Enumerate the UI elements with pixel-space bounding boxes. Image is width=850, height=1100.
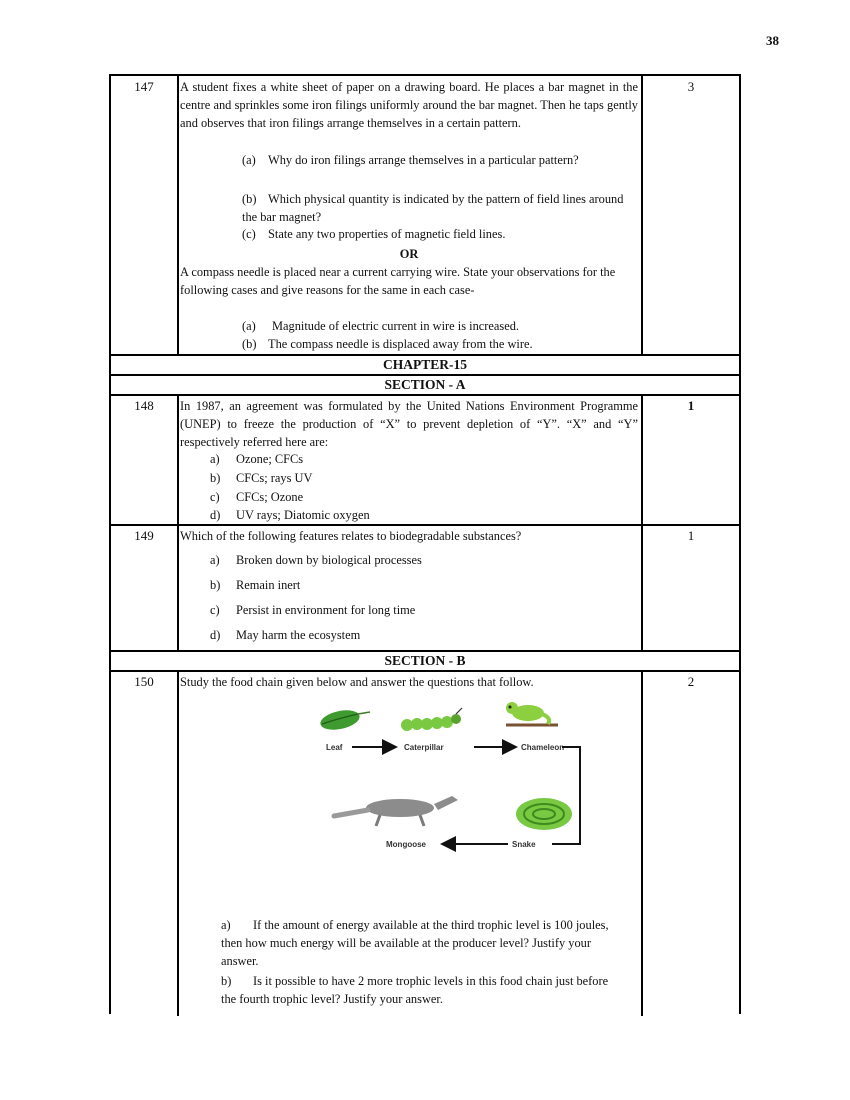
question-part: a) If the amount of energy available at the third trophic level is 100 joules, then how much energy will be available at the producer level? Justify your answer. — [221, 918, 609, 968]
question-part: b) Is it possible to have 2 more trophic levels in this food chain just before the fourth trophic level? Justify your answer. — [221, 974, 609, 1006]
question-stem: A student fixes a white sheet of paper on a drawing board. He places a bar magnet in the centre and sprinkles some iron filings uniformly around the bar magnet. Then he taps gently and observes that iron filings arrange themselves in a certain pattern. — [180, 80, 638, 130]
option: b) Remain inert — [210, 578, 301, 592]
question-table — [109, 74, 741, 1014]
question-marks: 2 — [687, 674, 695, 689]
or-divider: OR — [399, 247, 419, 261]
row-divider — [111, 354, 739, 356]
section-heading: SECTION - A — [384, 377, 466, 392]
option: a) Ozone; CFCs — [210, 452, 304, 466]
connector-line — [552, 747, 580, 844]
column-divider — [177, 76, 179, 354]
food-chain-label: Mongoose — [386, 840, 426, 849]
question-marks: 3 — [687, 79, 695, 94]
question-part: (b) Which physical quantity is indicated by the pattern of field lines around the bar magnet? — [242, 192, 624, 224]
food-chain-label: Chameleon — [521, 743, 565, 752]
food-chain-label: Leaf — [326, 743, 343, 752]
mongoose-icon — [334, 796, 458, 826]
section-heading: SECTION - B — [384, 653, 466, 668]
chameleon-icon — [506, 702, 558, 725]
snake-icon — [516, 798, 572, 830]
food-chain-diagram — [316, 696, 586, 858]
question-stem: In 1987, an agreement was formulated by the United Nations Environment Programme (UNEP) to freeze the production of “X” to prevent depletion of “Y”. “X” and “Y” respectively referred here are: — [180, 399, 638, 449]
column-divider — [177, 670, 179, 1016]
question-stem: Which of the following features relates to biodegradable substances? — [180, 529, 522, 543]
chapter-heading: CHAPTER-15 — [383, 357, 467, 372]
question-part: (a) Why do iron filings arrange themselves in a particular pattern? — [242, 153, 579, 167]
column-divider — [641, 76, 643, 354]
question-alt-stem: A compass needle is placed near a current carrying wire. State your observations for the following cases and give reasons for the same in each case- — [180, 265, 616, 297]
food-chain-label: Snake — [512, 840, 536, 849]
row-divider — [111, 374, 739, 376]
question-part: (a) Magnitude of electric current in wire is increased. — [242, 319, 520, 333]
row-divider — [111, 524, 739, 526]
caterpillar-icon — [401, 708, 462, 731]
question-stem: Study the food chain given below and answer the questions that follow. — [180, 675, 534, 689]
column-divider — [641, 670, 643, 1016]
question-part: (b) The compass needle is displaced away from the wire. — [242, 337, 533, 351]
question-part: (c) State any two properties of magnetic field lines. — [242, 227, 506, 241]
column-divider — [177, 524, 179, 650]
option: d) UV rays; Diatomic oxygen — [210, 508, 370, 522]
leaf-icon — [319, 707, 370, 733]
option: c) Persist in environment for long time — [210, 603, 416, 617]
question-number: 147 — [134, 79, 154, 94]
question-marks: 1 — [687, 528, 695, 543]
column-divider — [177, 394, 179, 524]
question-marks: 1 — [687, 398, 695, 413]
row-divider — [111, 650, 739, 652]
question-number: 149 — [134, 528, 154, 543]
question-number: 148 — [134, 398, 154, 413]
option: d) May harm the ecosystem — [210, 628, 361, 642]
food-chain-label: Caterpillar — [404, 743, 444, 752]
option: b) CFCs; rays UV — [210, 471, 313, 485]
question-number: 150 — [134, 674, 154, 689]
page-number: 38 — [766, 33, 779, 48]
option: c) CFCs; Ozone — [210, 490, 304, 504]
option: a) Broken down by biological processes — [210, 553, 422, 567]
row-divider — [111, 670, 739, 672]
row-divider — [111, 394, 739, 396]
